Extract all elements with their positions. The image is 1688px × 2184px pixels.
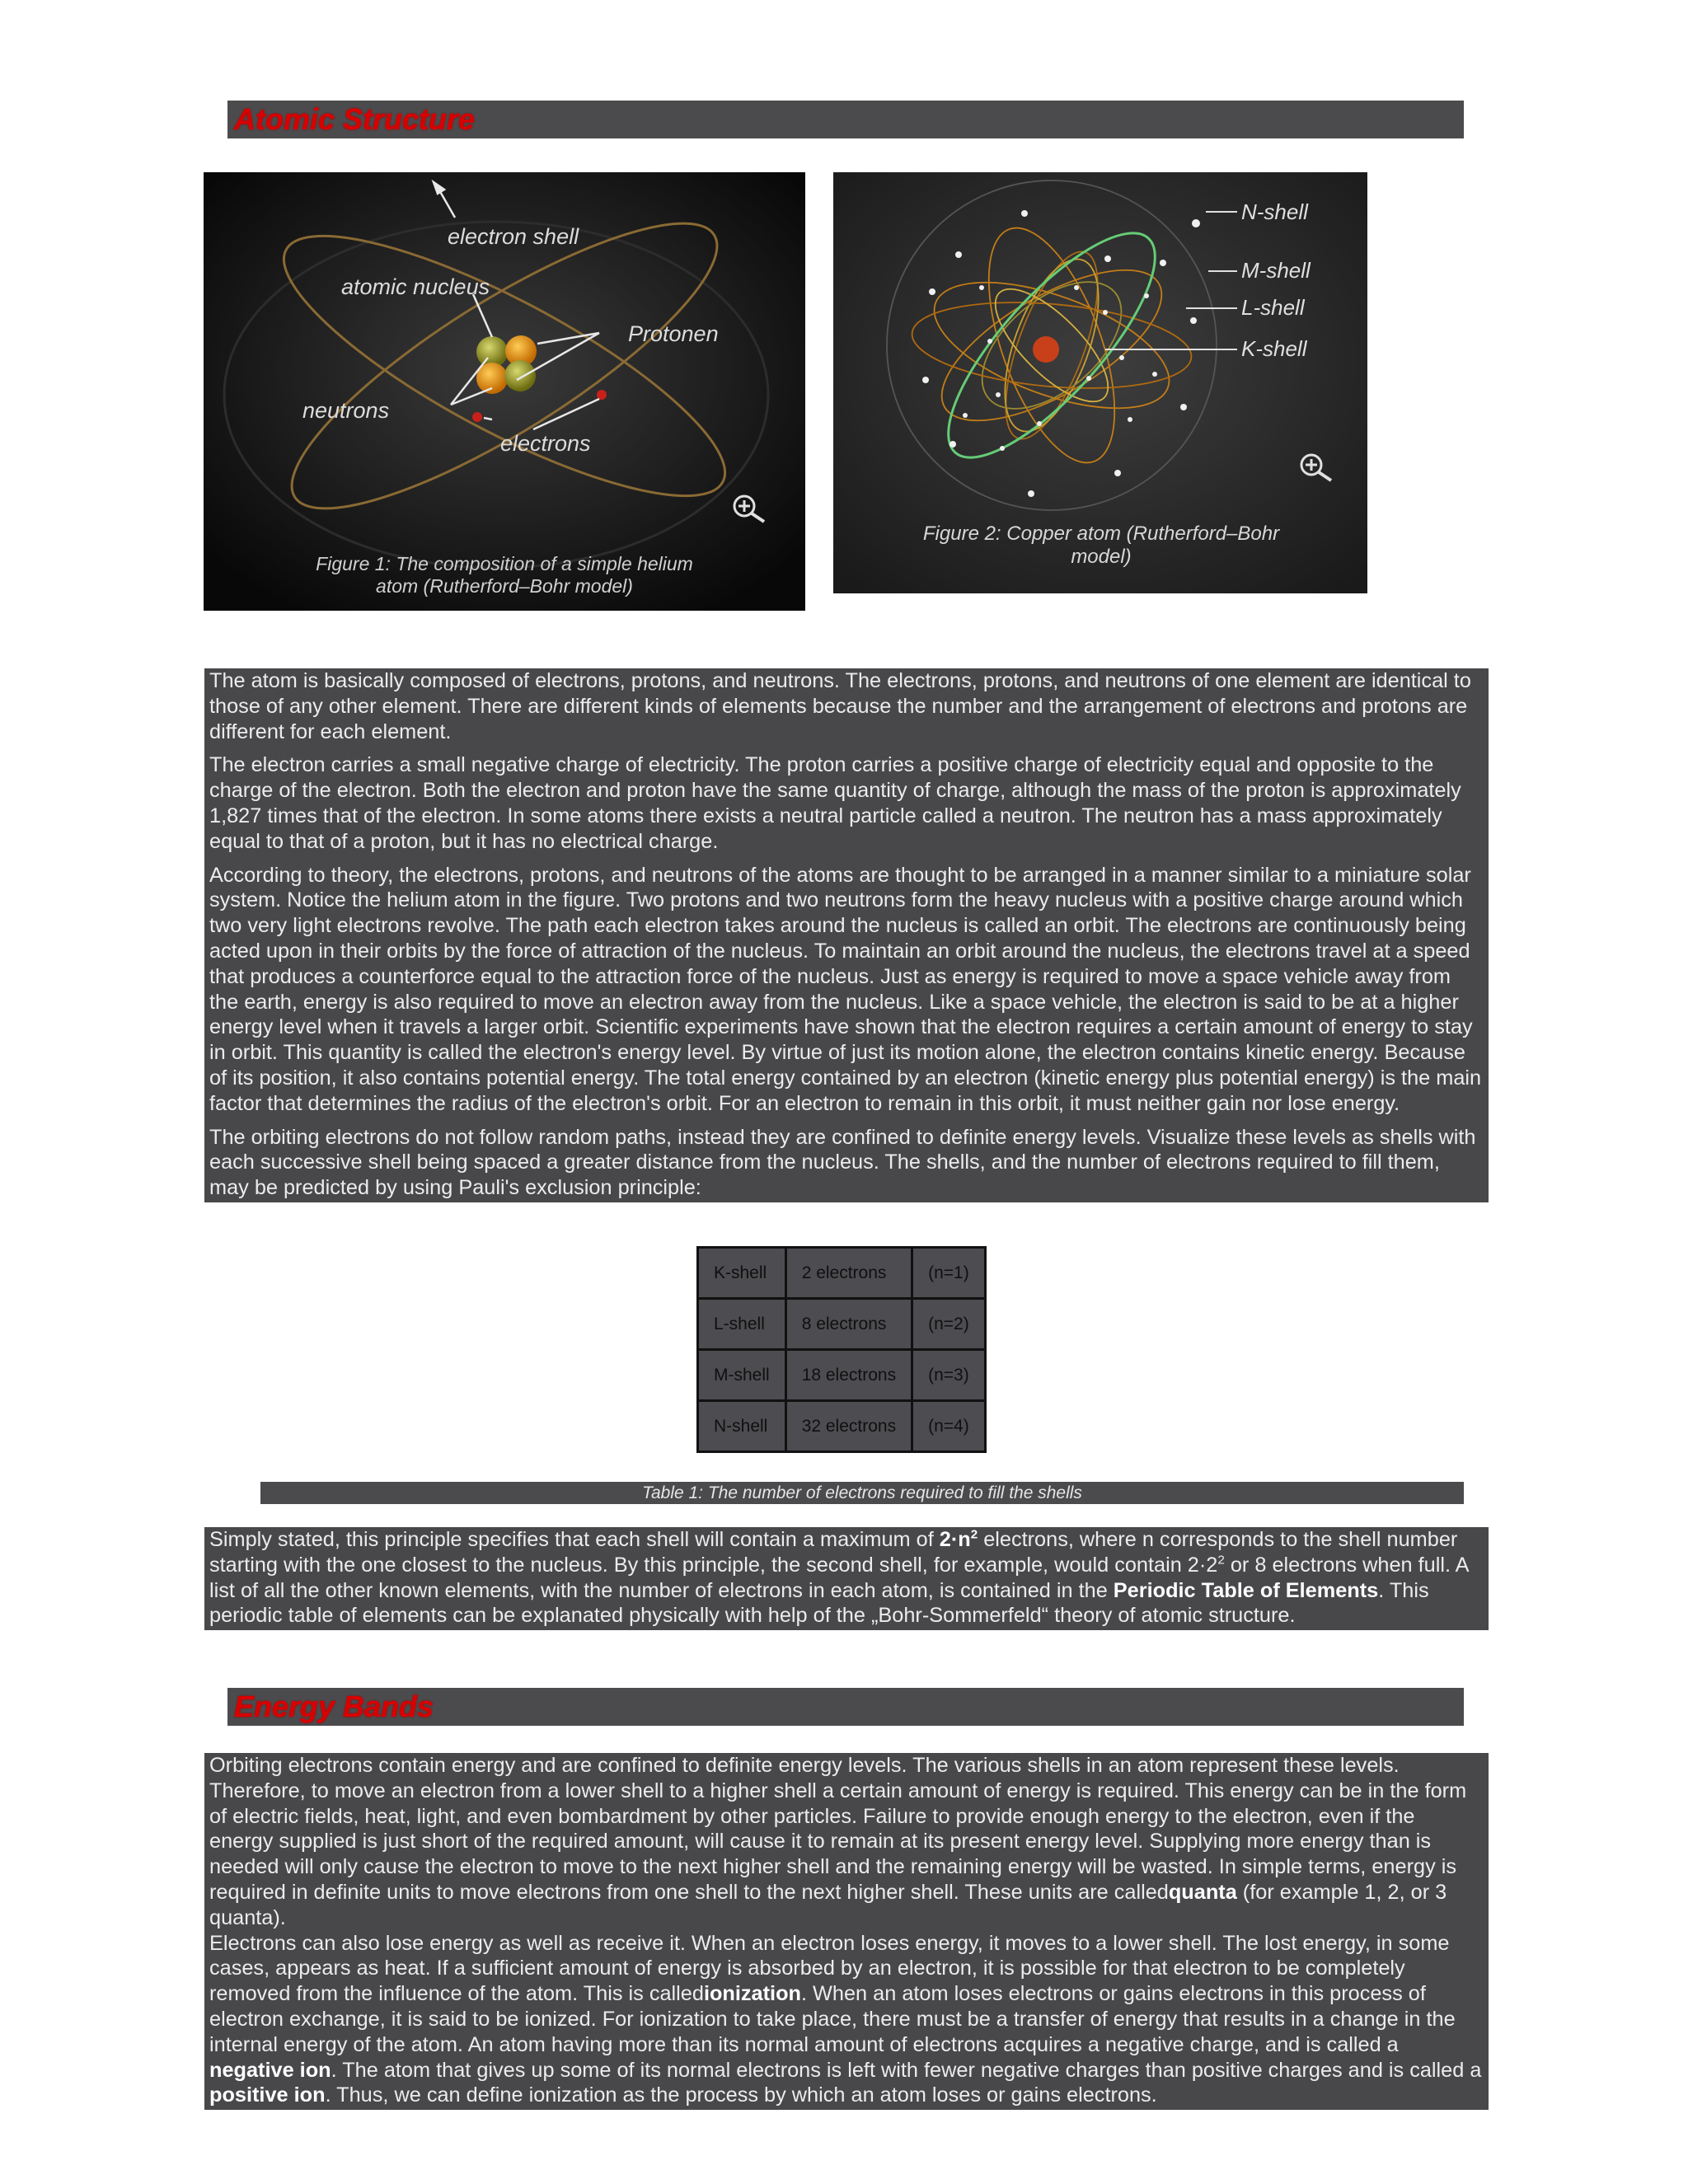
table-cell-electrons: 2 electrons (785, 1248, 912, 1299)
formula (940, 1528, 978, 1551)
electron-dot (472, 412, 482, 422)
electron-shells-table (696, 1246, 987, 1453)
text-run: Electrons can also lose energy as well as receive it. When an electron loses energy, it moves to a lower shell. The lost energy, in some cases, appears as heat. If a sufficient amount of energy is absorbed by an electron, it is possible for that electron to be completely removed from the influence of the atom. This is called (209, 1931, 1450, 2006)
example-base: 2·2 (1187, 1553, 1218, 1577)
formula-base: 2·n (939, 1528, 971, 1551)
bold-term: ionization (703, 1982, 801, 2006)
section-title: Atomic Structure (234, 102, 476, 136)
example-exponent: 2 (1217, 1553, 1225, 1568)
copper-nucleus (1033, 336, 1059, 363)
label-atomic-nucleus: atomic nucleus (341, 274, 490, 299)
paragraph: The orbiting electrons do not follow random paths, instead they are confined to definite energy levels. Visualize these levels as shells with each successive shell being spaced a greater distance from the nucleus. The shells, and the number of electrons required to fill them, may be predicted by using Pauli's exclusion principle: (209, 1125, 1476, 1200)
text-run: or 8 electrons when full. A list of all the other known elements, with the number of electrons in each atom, is contained in the (209, 1553, 1469, 1602)
text-run: (for example 1, 2, or 3 quanta). (209, 1880, 1447, 1929)
label-electrons: electrons (500, 431, 591, 456)
principle-text-block (204, 1527, 1489, 1630)
bold-term: negative ion (209, 2058, 331, 2082)
bold-term: positive ion (209, 2083, 326, 2107)
text-run: Simply stated, this principle specifies that each shell will contain a maximum of (209, 1528, 940, 1551)
energy-text-block (204, 1753, 1489, 2110)
paragraph: The electron carries a small negative charge of electricity. The proton carries a positive charge of electricity equal and opposite to the charge of the electron. Both the electron and proton have the same quantity of charge, although the mass of the proton is approximately 1,827 times that of the electron. In some atoms there exists a neutral particle called a neutron. The neutron has a mass approximately equal to that of a proton, but it has no electrical charge. (209, 753, 1461, 853)
text-run: . Thus, we can define ionization as the process by which an atom loses or gains electrons. (325, 2083, 1157, 2107)
section-heading-energy-bands (227, 1688, 1464, 1726)
figure-copper-atom (833, 172, 1367, 593)
section-heading-atomic-structure (227, 101, 1464, 138)
formula-exponent: 2 (970, 1527, 978, 1542)
bold-term: quanta (1168, 1880, 1237, 1904)
table-cell-n: (n=4) (912, 1401, 986, 1452)
figure-helium-atom (204, 172, 805, 611)
text-run: electrons, where n corresponds to the shell number starting with the one closest to the nucleus. By this principle, the second shell, for example, would contain (209, 1528, 1458, 1577)
paragraph (209, 1527, 1484, 1629)
paragraph: According to theory, the electrons, protons, and neutrons of the atoms are thought to be arranged in a manner similar to a miniature solar system. Notice the helium atom in the figure. Two protons and two neutrons form the heavy nucleus with a positive charge around which two very light electrons revolve. The path each electron takes around the nucleus is called an orbit. The electrons are continuously being acted upon in their orbits by the force of attraction of the nucleus. To maintain an orbit around the nucleus, the electrons travel at a speed that produces a counterforce equal to the attraction force of the nucleus. Just as energy is required to move a space vehicle away from the earth, energy is also required to move an electron away from the nucleus. Like a space vehicle, the electron is said to be at a higher energy level when it travels a larger orbit. Scientific experiments have shown that the electron requires a certain amount of energy to stay in orbit. This quantity is called the electron's energy level. By virtue of just its motion alone, the electron contains kinetic energy. Because of its position, it also contains potential energy. The total energy contained by an electron (kinetic energy plus potential energy) is the main factor that determines the radius of the electron's orbit. For an electron to remain in this orbit, it must neither gain nor lose energy. (209, 863, 1482, 1115)
label-k-shell: K-shell (1241, 336, 1307, 361)
table-cell-electrons: 8 electrons (785, 1299, 912, 1350)
table-cell-n: (n=3) (912, 1350, 986, 1401)
label-m-shell: M-shell (1241, 258, 1311, 283)
section-title: Energy Bands (234, 1690, 434, 1723)
figure1-caption-line2: atom (Rutherford–Bohr model) (376, 575, 633, 597)
copper-atom-illustration (833, 172, 1367, 593)
table-cell-shell: K-shell (698, 1248, 786, 1299)
label-n-shell: N-shell (1241, 199, 1308, 224)
text-run: . When an atom loses electrons or gains electrons in this process of electron exchange, it is said to be ionized. For ionization to take place, there must be a transfer of energy that results in a change in the internal energy of the atom. An atom having more than its normal amount of electrons acquires a negative charge, and is called a (209, 1982, 1456, 2056)
table-row (698, 1248, 986, 1299)
figure1-caption-line1: Figure 1: The composition of a simple helium (316, 553, 693, 574)
table-cell-n: (n=2) (912, 1299, 986, 1350)
bold-term: Periodic Table of Elements (1113, 1578, 1379, 1602)
text-run: . The atom that gives up some of its normal electrons is left with fewer negative charges than positive charges and is called a (331, 2058, 1482, 2082)
table-cell-electrons: 18 electrons (785, 1350, 912, 1401)
label-neutrons: neutrons (302, 398, 390, 423)
table-row (698, 1350, 986, 1401)
paragraph (209, 1753, 1484, 1931)
table-cell-n: (n=1) (912, 1248, 986, 1299)
figure2-caption-line1: Figure 2: Copper atom (Rutherford–Bohr (922, 523, 1280, 545)
helium-atom-illustration (204, 172, 805, 611)
table-cell-shell: N-shell (698, 1401, 786, 1452)
table-cell-electrons: 32 electrons (785, 1401, 912, 1452)
table-cell-shell: L-shell (698, 1299, 786, 1350)
intro-text-block (204, 668, 1489, 1202)
table-caption: Table 1: The number of electrons required to fill the shells (260, 1482, 1464, 1504)
table-row (698, 1401, 986, 1452)
label-l-shell: L-shell (1241, 295, 1305, 320)
text-run: . This periodic table of elements can be explanated physically with help of the „Bohr-Sommerfeld“ theory of atomic structure. (209, 1578, 1429, 1628)
text-run: Orbiting electrons contain energy and are confined to definite energy levels. The various shells in an atom represent these levels. Therefore, to move an electron from a lower shell to a higher shell a certain amount of energy is required. This energy can be in the form of electric fields, heat, light, and even bombardment by other particles. Failure to provide enough energy to the electron, even if the energy supplied is just short of the required amount, will cause it to remain at its present energy level. Supplying more energy than is needed will only cause the electron to move to the next higher shell and the remaining energy will be wasted. In simple terms, energy is required in definite units to move electrons from one shell to the next higher shell. These units are called (209, 1754, 1467, 1904)
figure2-caption-line2: model) (1071, 546, 1132, 568)
label-protons: Protonen (628, 321, 719, 346)
paragraph: The atom is basically composed of electrons, protons, and neutrons. The electrons, protons, and neutrons of one element are identical to those of any other element. There are different kinds of elements because the number and the arrangement of electrons and protons are different for each element. (209, 669, 1471, 743)
table-row (698, 1299, 986, 1350)
paragraph (209, 1931, 1484, 2109)
table-cell-shell: M-shell (698, 1350, 786, 1401)
label-electron-shell: electron shell (448, 224, 579, 249)
